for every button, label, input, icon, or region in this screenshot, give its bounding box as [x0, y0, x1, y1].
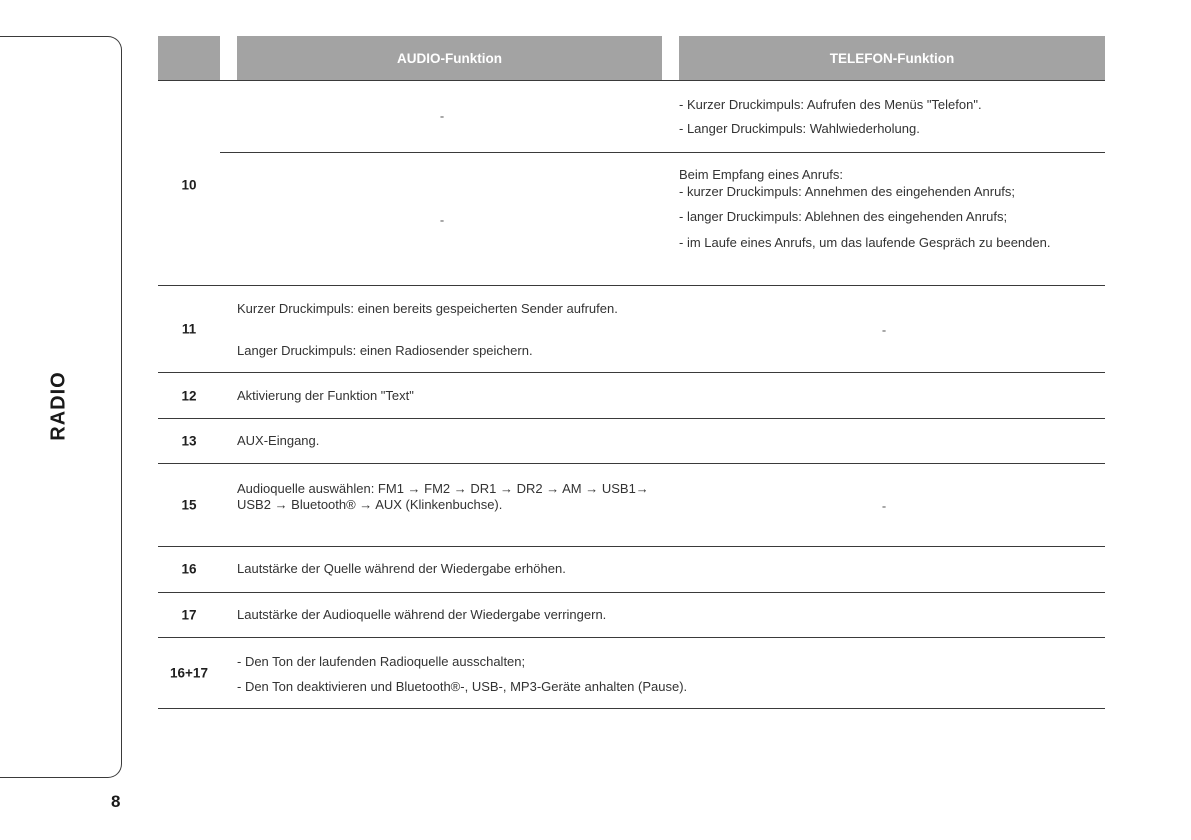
row-number-12: 12 [181, 388, 197, 404]
header-telefon: TELEFON-Funktion [679, 36, 1105, 80]
row-number-16: 16 [181, 561, 197, 577]
section-label: RADIO [47, 371, 70, 441]
row11-audio-long: Langer Druckimpuls: einen Radiosender speichern. [237, 343, 533, 358]
row12-audio: Aktivierung der Funktion "Text" [237, 388, 414, 403]
row11-audio-short: Kurzer Druckimpuls: einen bereits gespeicherten Sender aufrufen. [237, 301, 618, 316]
row10-sub2-audio: - [439, 212, 445, 228]
row10-sub1-telefon-item: - Kurzer Druckimpuls: Aufrufen des Menüs "Telefon". [679, 97, 982, 112]
row-divider [158, 546, 1105, 547]
row11-telefon: - [881, 322, 887, 338]
table-bottom-divider [158, 708, 1105, 709]
row10-sub1-telefon-item: - Langer Druckimpuls: Wahlwiederholung. [679, 121, 920, 136]
row-number-17: 17 [181, 607, 197, 623]
header-number-cell [158, 36, 220, 80]
header-audio: AUDIO-Funktion [237, 36, 662, 80]
row17-audio: Lautstärke der Audioquelle während der Wiedergabe verringern. [237, 607, 607, 622]
row10-sub2-telefon-item: - im Laufe eines Anrufs, um das laufende Gespräch zu beenden. [679, 235, 1051, 250]
row1617-audio-item: - Den Ton der laufenden Radioquelle ausschalten; [237, 654, 526, 669]
page-number: 8 [111, 792, 121, 811]
row-number-16-17: 16+17 [170, 665, 208, 681]
row15-telefon: - [881, 498, 887, 514]
row-divider [158, 372, 1105, 373]
row-divider [158, 418, 1105, 419]
row-divider [158, 637, 1105, 638]
row-number-10: 10 [181, 177, 197, 193]
row-number-13: 13 [181, 433, 197, 449]
header-divider [158, 80, 1105, 81]
row10-sub2-telefon-intro: Beim Empfang eines Anrufs: [679, 167, 844, 182]
row15-audio: Audioquelle auswählen: FM1 → FM2 → DR1 → DR2 → AM → USB1→ USB2 → Bluetooth® → AUX (Klinkenbuchse). [237, 481, 649, 512]
row10-sub2-telefon-item: - kurzer Druckimpuls: Annehmen des eingehenden Anrufs; [679, 184, 1016, 199]
row10-sub-divider [220, 152, 1105, 153]
row-divider [158, 592, 1105, 593]
row13-audio: AUX-Eingang. [237, 433, 320, 448]
row-divider [158, 285, 1105, 286]
row-number-15: 15 [181, 497, 197, 513]
row1617-audio-item: - Den Ton deaktivieren und Bluetooth®-, USB-, MP3-Geräte anhalten (Pause). [237, 679, 688, 694]
row-number-11: 11 [181, 321, 197, 337]
row-divider [158, 463, 1105, 464]
row10-sub2-telefon-item: - langer Druckimpuls: Ablehnen des eingehenden Anrufs; [679, 209, 1008, 224]
row10-sub1-audio: - [439, 108, 445, 124]
row16-audio: Lautstärke der Quelle während der Wiedergabe erhöhen. [237, 561, 566, 576]
